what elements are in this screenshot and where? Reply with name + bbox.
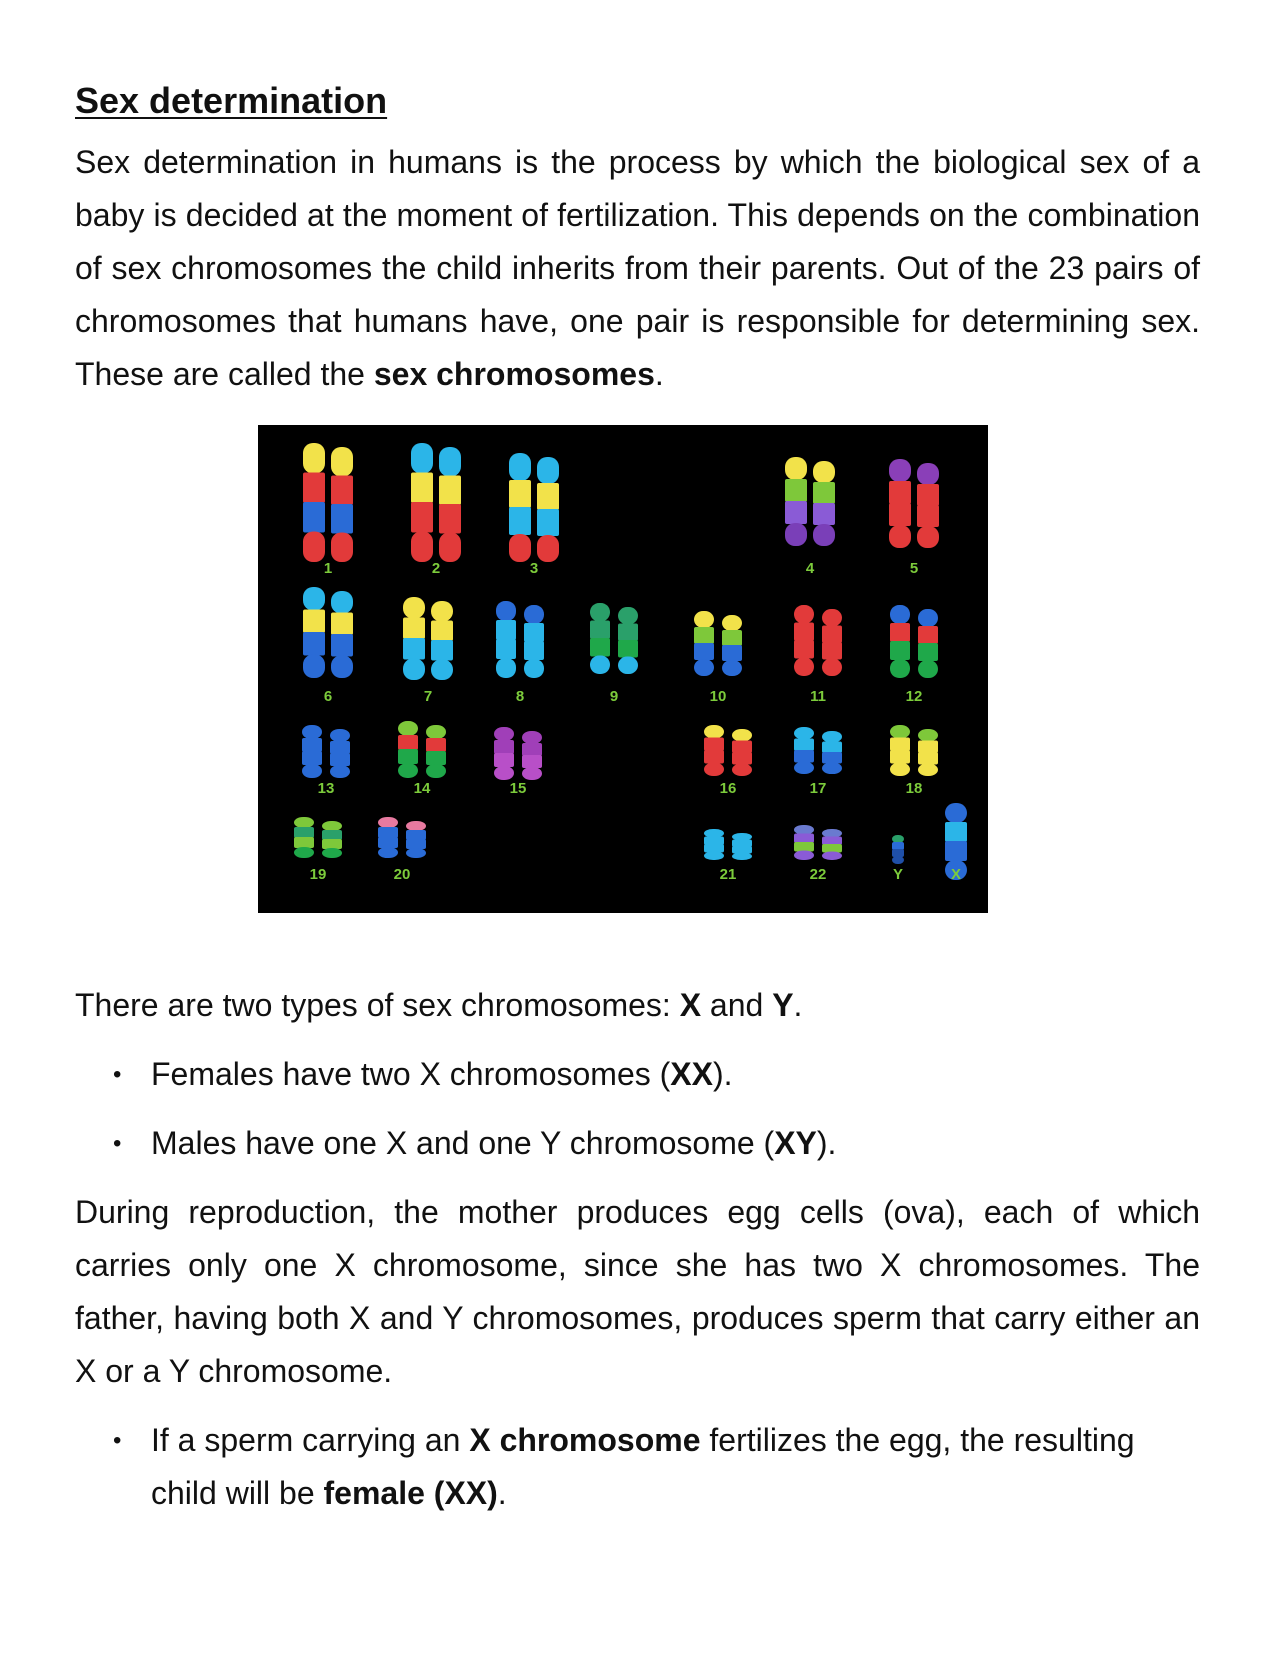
chromosome-pair-17 (794, 727, 842, 774)
chromosome-label-5: 5 (909, 560, 919, 577)
chromosome-label-9: 9 (609, 688, 619, 705)
chromosome-pair-11 (794, 605, 842, 676)
chromosome-pair-13 (302, 725, 350, 778)
y-label: Y (772, 987, 794, 1023)
chromosome-label-17: 17 (809, 780, 827, 797)
chromosome-label-19: 19 (309, 866, 327, 883)
chromosome-label-16: 16 (719, 780, 737, 797)
chromosome-pair-16 (704, 725, 752, 776)
chromosome-label-12: 12 (905, 688, 923, 705)
list-item-female: • Females have two X chromosomes (XX). (75, 1048, 1200, 1101)
chromosome-label-2: 2 (431, 560, 441, 577)
chromosome-pair-20 (378, 817, 426, 858)
chromosome-Y (892, 835, 904, 864)
chromosome-label-21: 21 (719, 866, 737, 883)
chromosome-pair-9 (590, 603, 638, 674)
list-item-male: • Males have one X and one Y chromosome (XY). (75, 1117, 1200, 1170)
chromosome-label-Y: Y (892, 866, 904, 883)
chromosome-label-10: 10 (709, 688, 727, 705)
chromosome-label-22: 22 (809, 866, 827, 883)
chromosome-label-14: 14 (413, 780, 431, 797)
chromosome-label-15: 15 (509, 780, 527, 797)
chromosome-pair-12 (890, 605, 938, 678)
sex-list (75, 1048, 1200, 1170)
intro-paragraph: Sex determination in humans is the process by which the biological sex of a baby is decided at the moment of fertilization. This depends on the combination of sex chromosomes the child inherits from their parents. Out of the 23 pairs of chromosomes that humans have, one pair is responsible for determining sex. These are called the sex chromosomes. (75, 144, 1200, 392)
chromosome-pair-1 (303, 443, 353, 562)
chromosome-label-13: 13 (317, 780, 335, 797)
chromosome-label-18: 18 (905, 780, 923, 797)
karyotype-figure (258, 425, 988, 913)
chromosome-pair-10 (694, 611, 742, 676)
chromosome-pair-4 (785, 457, 835, 546)
chromosome-pair-14 (398, 721, 446, 778)
x-label: X (679, 987, 702, 1023)
document-page (75, 74, 1200, 1520)
chromosome-pair-3 (509, 453, 559, 562)
sex-chromosomes-term: sex chromosomes (373, 356, 655, 392)
chromosome-pair-18 (890, 725, 938, 776)
karyotype-image (258, 425, 988, 913)
chromosome-label-4: 4 (805, 560, 815, 577)
chromosome-pair-7 (403, 597, 453, 680)
reproduction-paragraph: During reproduction, the mother produces egg cells (ova), each of which carries only one X chromosome, since she has two X chromosomes. The father, having both X and Y chromosomes, produces sperm that carry either an X or a Y chromosome. (75, 1194, 1200, 1389)
chromosome-label-3: 3 (529, 560, 539, 577)
chromosome-pair-15 (494, 727, 542, 780)
outcome-list (75, 1414, 1200, 1520)
chromosome-label-20: 20 (393, 866, 411, 883)
chromosome-pair-22 (794, 825, 842, 860)
types-sentence: There are two types of sex chromosomes: X and Y. (75, 987, 803, 1023)
chromosome-pair-8 (496, 601, 544, 678)
chromosome-pair-21 (704, 829, 752, 860)
chromosome-label-6: 6 (323, 688, 333, 705)
page-title: Sex determination (75, 80, 388, 121)
chromosome-label-X: X (950, 866, 962, 883)
chromosome-label-8: 8 (515, 688, 525, 705)
chromosome-pair-2 (411, 443, 461, 562)
list-item-outcome: • If a sperm carrying an X chromosome fertilizes the egg, the resulting child will be female (XX). (75, 1414, 1200, 1520)
chromosome-pair-6 (303, 587, 353, 678)
chromosome-pair-19 (294, 817, 342, 858)
chromosome-label-7: 7 (423, 688, 433, 705)
chromosome-label-1: 1 (323, 560, 333, 577)
chromosome-pair-5 (889, 459, 939, 548)
chromosome-label-11: 11 (810, 688, 826, 705)
